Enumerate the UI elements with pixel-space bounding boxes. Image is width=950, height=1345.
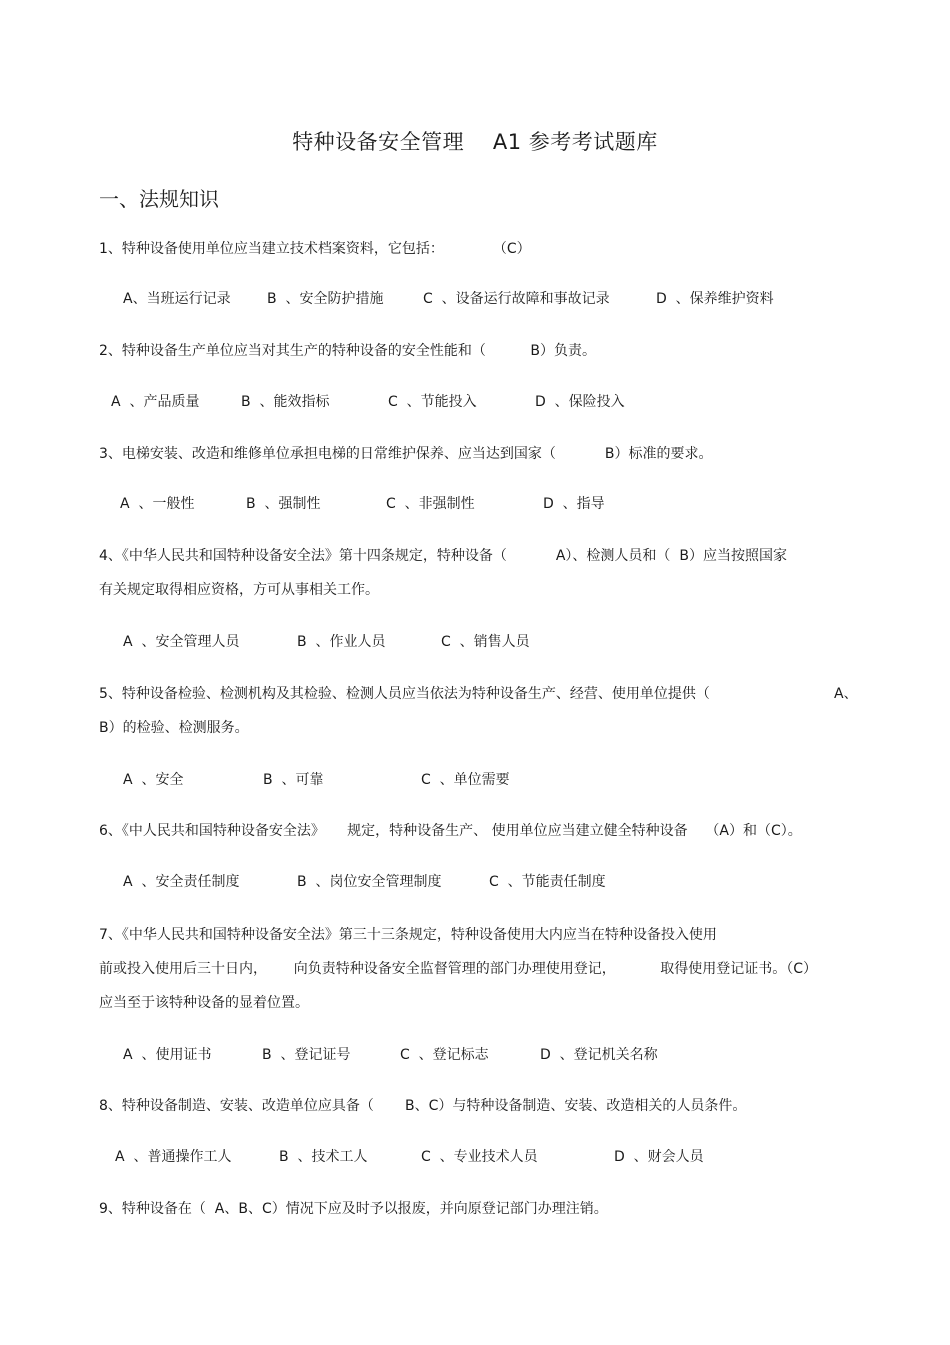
option-b: B 、技术工人	[279, 1149, 368, 1165]
question-2: 2、特种设备生产单位应当对其生产的特种设备的安全性能和（ B）负责。	[99, 343, 597, 359]
option-c: C 、节能责任制度	[489, 874, 606, 890]
question-5-line-1-answer: A、	[834, 686, 858, 702]
question-4-line-2: 有关规定取得相应资格，方可从事相关工作。	[99, 582, 379, 598]
option-d: D 、财会人员	[614, 1149, 704, 1165]
option-d: D 、指导	[543, 496, 605, 512]
question-6-options	[0, 873, 950, 891]
question-7-line-1: 7、《中华人民共和国特种设备安全法》第三十三条规定，特种设备使用大内应当在特种设备投入使用	[99, 927, 717, 943]
question-5-line-2: B）的检验、检测服务。	[99, 720, 249, 736]
option-a: A 、安全责任制度	[123, 874, 240, 890]
question-9: 9、特种设备在（ A、B、C）情况下应及时予以报废，并向原登记部门办理注销。	[99, 1201, 608, 1217]
question-6: 6、《中人民共和国特种设备安全法》 规定，特种设备生产、 使用单位应当建立健全特种设备 （A）和（C）。	[99, 823, 802, 839]
section-heading: 一、法规知识	[99, 187, 219, 211]
question-3: 3、电梯安装、改造和维修单位承担电梯的日常维护保养、应当达到国家（ B）标准的要求。	[99, 446, 713, 462]
question-4-line-1: 4、《中华人民共和国特种设备安全法》第十四条规定，特种设备（ A）、检测人员和（ B）应当按照国家	[99, 548, 787, 564]
question-2-options	[0, 393, 950, 411]
question-4-options	[0, 633, 950, 651]
option-b: B 、岗位安全管理制度	[297, 874, 442, 890]
option-a: A 、普通操作工人	[115, 1149, 232, 1165]
option-c: C 、节能投入	[388, 394, 477, 410]
option-d: D 、登记机关名称	[540, 1047, 658, 1063]
question-1-options	[0, 290, 950, 308]
question-7-line-2: 前或投入使用后三十日内， 向负责特种设备安全监督管理的部门办理使用登记， 取得使用登记证书。（C）	[99, 961, 817, 977]
question-5-line-1: 5、特种设备检验、检测机构及其检验、检测人员应当依法为特种设备生产、经营、使用单位提供（	[99, 686, 710, 702]
option-c: C 、单位需要	[421, 772, 510, 788]
option-b: B 、可靠	[263, 772, 324, 788]
option-c: C 、专业技术人员	[421, 1149, 538, 1165]
question-3-options	[0, 495, 950, 513]
question-5-options	[0, 771, 950, 789]
question-1: 1、特种设备使用单位应当建立技术档案资料，它包括： （C）	[99, 241, 531, 257]
option-b: B 、强制性	[246, 496, 321, 512]
option-a: A 、一般性	[120, 496, 195, 512]
question-8-options	[0, 1148, 950, 1166]
option-d: D 、保养维护资料	[656, 291, 774, 307]
option-a: A 、使用证书	[123, 1047, 212, 1063]
option-c: C 、登记标志	[400, 1047, 489, 1063]
option-b: B 、登记证号	[262, 1047, 351, 1063]
option-a: A、当班运行记录	[123, 291, 231, 307]
document-title: 特种设备安全管理 A1 参考考试题库	[292, 130, 658, 154]
option-a: A 、安全管理人员	[123, 634, 240, 650]
option-d: D 、保险投入	[535, 394, 625, 410]
option-b: B 、安全防护措施	[267, 291, 384, 307]
option-b: B 、能效指标	[241, 394, 330, 410]
option-c: C 、非强制性	[386, 496, 475, 512]
question-7-line-3: 应当至于该特种设备的显着位置。	[99, 995, 309, 1011]
option-a: A 、产品质量	[111, 394, 200, 410]
question-7-options	[0, 1046, 950, 1064]
option-a: A 、安全	[123, 772, 184, 788]
option-c: C 、销售人员	[441, 634, 530, 650]
option-c: C 、设备运行故障和事故记录	[423, 291, 610, 307]
question-8: 8、特种设备制造、安装、改造单位应具备（ B、C）与特种设备制造、安装、改造相关的人员条件。	[99, 1098, 747, 1114]
option-b: B 、作业人员	[297, 634, 386, 650]
